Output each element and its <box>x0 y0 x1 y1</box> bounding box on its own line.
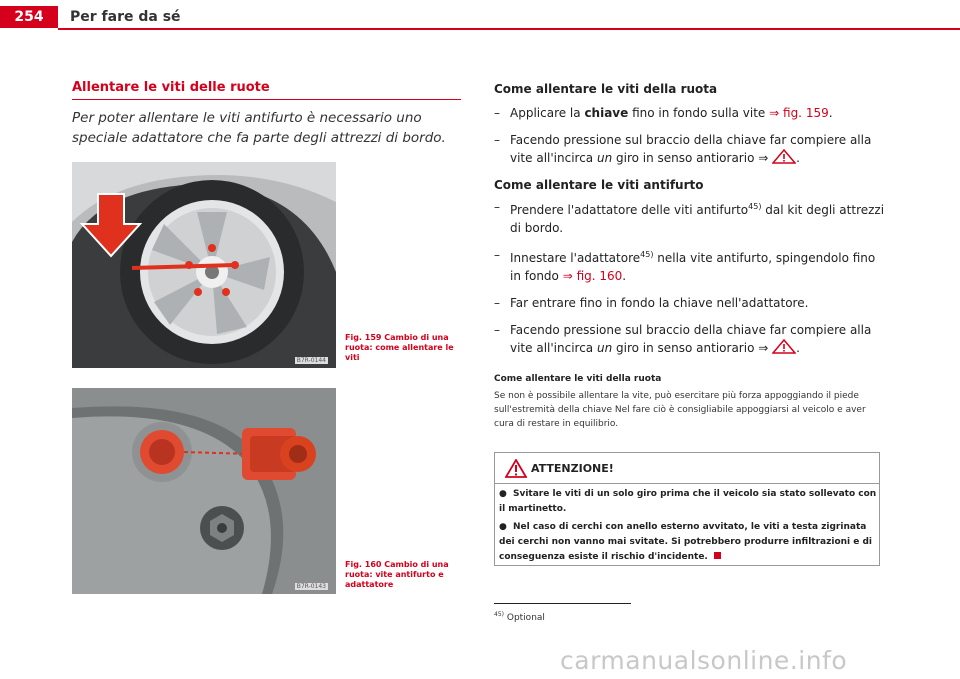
section-rule <box>72 99 461 100</box>
step-3 <box>494 198 886 237</box>
step-text: . <box>796 341 800 355</box>
step-text: . <box>622 269 627 283</box>
step-bold-text: chiave <box>584 106 629 120</box>
intro-text: Per poter allentare le viti antifurto è necessario uno speciale adattatore che fa parte degli attrezzi di bordo. <box>72 110 446 146</box>
warning-item-text: Svitare le viti di un solo giro prima che il veicolo sia stato sollevato con il martinetto. <box>499 489 877 514</box>
step-text: nella vite antifurto, spingendolo fino in fondo <box>510 251 876 283</box>
footnote-ref[interactable]: 45) <box>748 202 762 211</box>
bullet-icon: ● <box>499 489 507 499</box>
step-5 <box>494 294 886 312</box>
figure-160-image <box>72 388 336 594</box>
watermark: carmanualsonline.info <box>560 646 848 675</box>
footnote-text: Optional <box>506 613 545 623</box>
warning-triangle-icon[interactable] <box>772 339 796 354</box>
warning-item-text: Nel caso di cerchi con anello esterno avvitato, le viti a testa zigrinata dei cerchi non vanno mai svitate. Si potrebbero produrre infiltrazioni e di conseguenza esiste il rischio d'incidente. <box>499 522 873 562</box>
figure-160-caption: Fig. 160 Cambio di una ruota: vite antifurto e adattatore <box>345 560 449 589</box>
footnote-rule <box>494 603 631 604</box>
warning-triangle-icon[interactable] <box>772 149 796 164</box>
step-text: giro in senso antiorario ⇒ <box>612 151 773 165</box>
step-text: Facendo pressione sul braccio della chiave far compiere alla vite all'incirca <box>510 323 872 355</box>
step-1 <box>494 104 886 122</box>
warning-item <box>497 487 877 517</box>
antitheft-bolts-heading: Come allentare le viti antifurto <box>494 178 704 192</box>
step-text: Facendo pressione sul braccio della chiave far compiere alla vite all'incirca <box>510 133 872 165</box>
step-6 <box>494 321 886 357</box>
wheel-bolts-instructions <box>494 80 886 357</box>
antitheft-adapter-illustration <box>72 388 336 594</box>
bullet-icon: ● <box>499 522 507 532</box>
figure-code: B7R-0144 <box>296 357 326 364</box>
step-text: Applicare la <box>510 106 585 120</box>
end-of-section-icon <box>714 552 721 559</box>
warning-box <box>494 452 880 566</box>
step-text: Prendere l'adattatore delle viti antifurto <box>510 203 749 217</box>
figure-code: B7R-0143 <box>296 583 326 590</box>
page-number: 254 <box>0 6 58 28</box>
step-4 <box>494 246 886 285</box>
step-text: fino in fondo sulla vite <box>628 106 770 120</box>
wheel-lug-wrench-illustration <box>72 162 336 368</box>
figure-160-link[interactable]: ⇒ fig. 160 <box>562 269 623 283</box>
wheel-bolts-heading: Come allentare le viti della ruota <box>494 82 718 96</box>
step-italic-text: un <box>596 341 613 355</box>
footnote-mark: 45) <box>494 611 504 618</box>
footnote-ref[interactable]: 45) <box>640 250 654 259</box>
running-title: Per fare da sé <box>70 9 181 25</box>
warning-rule <box>495 483 879 484</box>
footnote <box>494 611 545 623</box>
step-text: dal kit degli attrezzi di bordo. <box>510 203 885 235</box>
step-text: Innestare l'adattatore <box>510 251 641 265</box>
step-text: Far entrare fino in fondo la chiave nell'adattatore. <box>510 296 809 310</box>
figure-159-caption: Fig. 159 Cambio di una ruota: come allentare le viti <box>345 333 454 362</box>
header-rule <box>58 28 960 30</box>
step-2 <box>494 131 886 167</box>
step-italic-text: un <box>596 151 613 165</box>
warning-items <box>497 487 877 568</box>
figure-159-link[interactable]: ⇒ fig. 159 <box>769 106 829 120</box>
warning-triangle-icon <box>505 459 527 478</box>
warning-item <box>497 520 877 565</box>
step-text: giro in senso antiorario ⇒ <box>612 341 773 355</box>
warning-title: ATTENZIONE! <box>531 462 614 475</box>
note-body: Se non è possibile allentare la vite, può esercitare più forza appoggiando il piede sull'estremità della chiave Nel fare ciò è consigliabile appoggiarsi al veicolo e aver cura di restare in equilibrio. <box>494 391 866 429</box>
section-title: Allentare le viti delle ruote <box>72 80 270 95</box>
figure-159-image <box>72 162 336 368</box>
step-text: . <box>796 151 800 165</box>
note-heading: Come allentare le viti della ruota <box>494 374 662 384</box>
step-text: . <box>828 106 833 120</box>
